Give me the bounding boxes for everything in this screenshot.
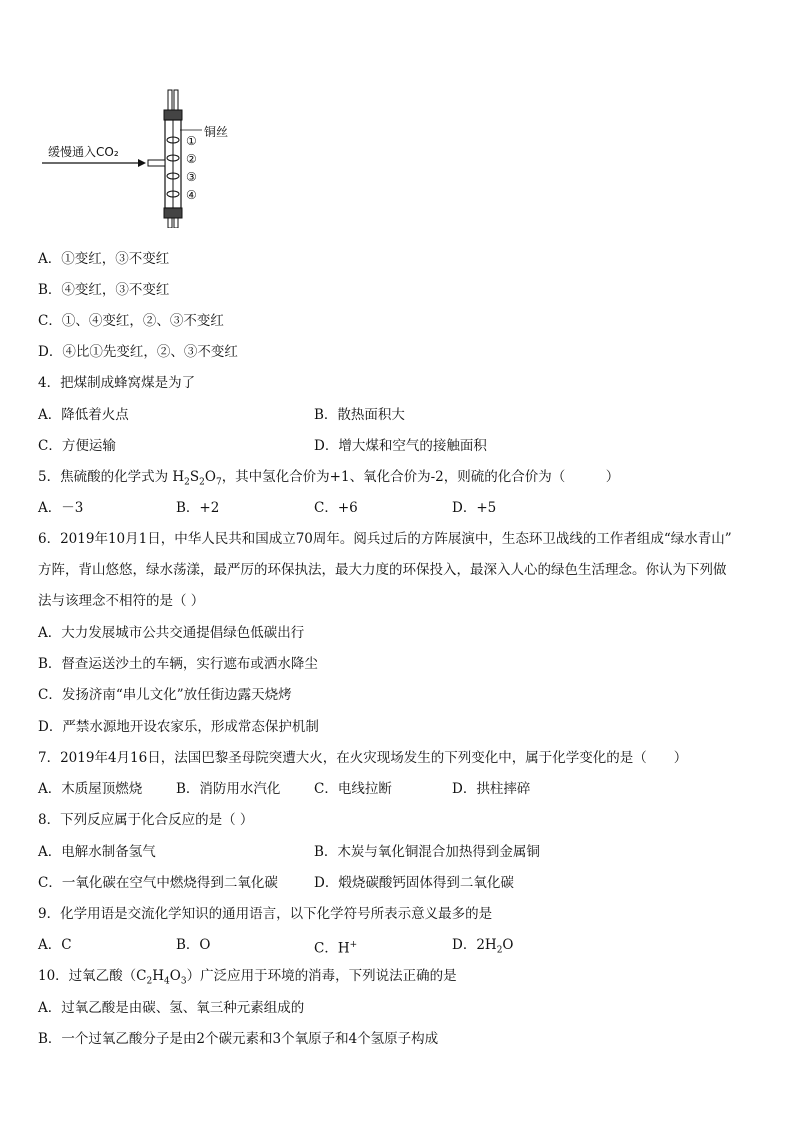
marker-2: ② (186, 152, 197, 166)
q6-stem-line1: 6．2019年10月1日，中华人民共和国成立70周年。阅兵过后的方阵展演中，生态环卫战线的工作者组成“绿水青山” (38, 531, 732, 547)
q5-option-b: B．+2 (176, 500, 220, 516)
q8-stem: 8．下列反应属于化合反应的是（ ） (38, 812, 254, 828)
top-stopper (164, 110, 182, 120)
wire-label: 铜丝 (204, 125, 229, 139)
q4-option-b: B．散热面积大 (314, 407, 405, 423)
apparatus-diagram (30, 88, 270, 228)
arrow-label: 缓慢通入CO₂ (48, 145, 119, 159)
q10-stem: 10．过氧乙酸$(C_2H_4O_3)$广泛应用于环境的消毒，下列说法正确的是 (38, 968, 457, 987)
q8-option-c: C．一氧化碳在空气中燃烧得到二氧化碳 (38, 875, 278, 891)
q9-stem: 9．化学用语是交流化学知识的通用语言，以下化学符号所表示意义最多的是 (38, 906, 493, 922)
marker-4: ④ (186, 188, 197, 202)
q5-option-c: C．+6 (314, 500, 358, 516)
q6-stem-line3: 法与该理念不相符的是（ ） (38, 593, 205, 609)
q7-option-b: B．消防用水汽化 (176, 781, 281, 797)
q8-option-a: A．电解水制备氢气 (38, 844, 156, 860)
bottom-stopper (164, 208, 182, 218)
marker-1: ① (186, 134, 197, 148)
top-pipe (168, 90, 172, 110)
q4-option-a: A．降低着火点 (38, 407, 129, 423)
q7-stem: 7．2019年4月16日，法国巴黎圣母院突遭大火，在火灾现场发生的下列变化中，属于化学变化的是（ ） (38, 750, 688, 766)
q9-option-b: B．O (176, 937, 211, 953)
q3-option-c: C．①、④变红，②、③不变红 (38, 313, 224, 329)
q6-option-a: A．大力发展城市公共交通提倡绿色低碳出行 (38, 625, 305, 641)
q10-option-a: A．过氧乙酸是由碳、氢、氧三种元素组成的 (38, 1000, 305, 1016)
q4-stem: 4．把煤制成蜂窝煤是为了 (38, 375, 196, 391)
q10-option-b: B．一个过氧乙酸分子是由2个碳元素和3个氧原子和4个氢原子构成 (38, 1031, 439, 1047)
q9-option-c: C．H+ (314, 940, 358, 957)
q6-option-b: B．督查运送沙土的车辆，实行遮布或洒水降尘 (38, 656, 318, 672)
q6-stem-line2: 方阵，背山悠悠，绿水荡漾，最严厉的环保执法，最大力度的环保投入，最深入人心的绿色生活理念。你认为下列做 (38, 562, 727, 578)
marker-3: ③ (186, 170, 197, 184)
q7-option-c: C．电线拉断 (314, 781, 392, 797)
q9-option-a: A．C (38, 937, 72, 953)
side-inlet (148, 160, 165, 166)
q5-stem: 5．焦硫酸的化学式为 $H_2S_2O_7$，其中氢化合价为+1、氧化合价为-2，则硫的化合价为（ ） (38, 469, 620, 488)
q3-option-b: B．④变红，③不变红 (38, 282, 170, 298)
q5-option-d: D．+5 (452, 500, 497, 516)
q8-option-d: D．煅烧碳酸钙固体得到二氧化碳 (314, 875, 514, 891)
arrow-head (138, 159, 146, 167)
q3-option-d: D．④比①先变红，②、③不变红 (38, 344, 238, 360)
q7-option-d: D．拱柱摔碎 (452, 781, 531, 797)
q5-option-a: A．－3 (38, 500, 84, 516)
q8-option-b: B．木炭与氧化铜混合加热得到金属铜 (314, 844, 540, 860)
q4-option-d: D．增大煤和空气的接触面积 (314, 438, 487, 454)
q4-option-c: C．方便运输 (38, 438, 116, 454)
q7-option-a: A．木质屋顶燃烧 (38, 781, 143, 797)
q6-option-d: D．严禁水源地开设农家乐，形成常态保护机制 (38, 719, 319, 735)
q6-option-c: C．发扬济南“串儿文化”放任街边露天烧烤 (38, 687, 292, 703)
q9-option-d: D．$2H_2O$ (452, 937, 514, 956)
q3-option-a: A．①变红，③不变红 (38, 251, 170, 267)
